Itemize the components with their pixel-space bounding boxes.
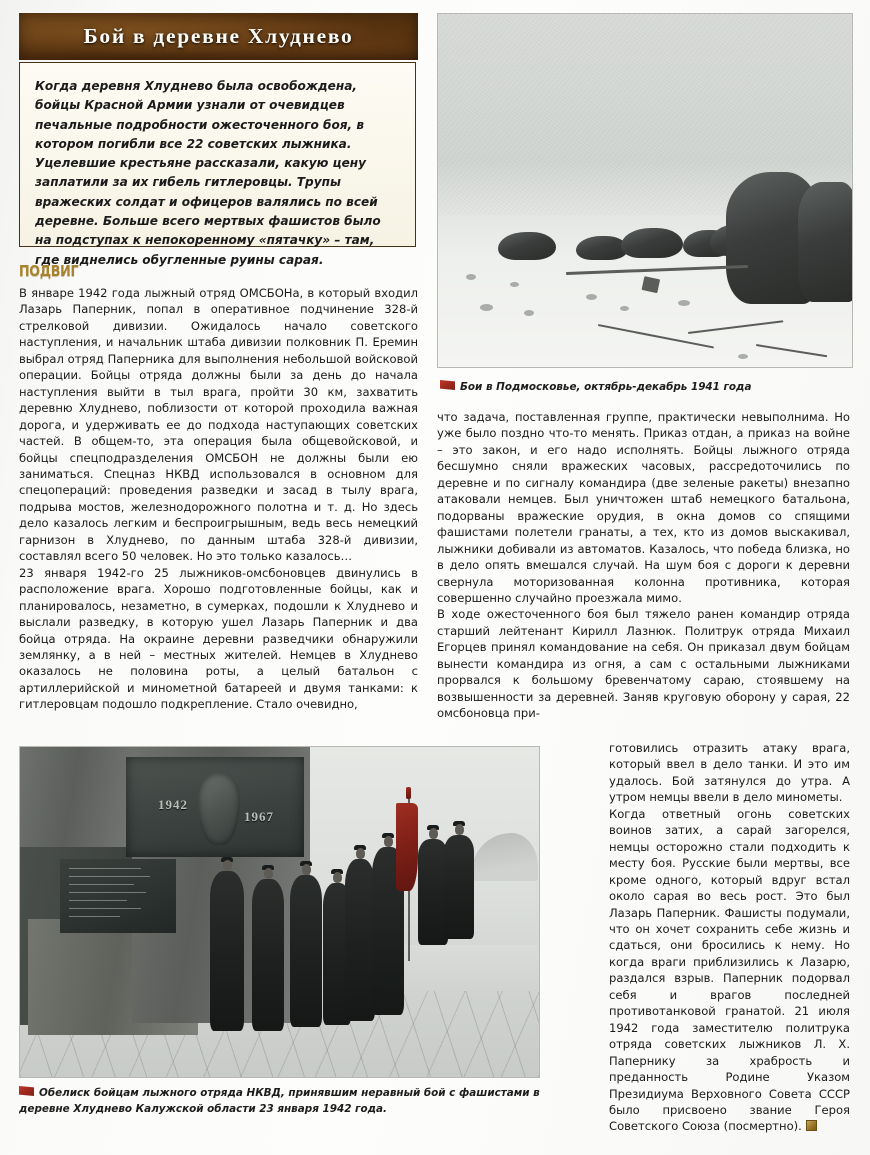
soldier-figure [498, 232, 556, 260]
paragraph-narrow-2-text: Когда ответный огонь советских воинов затих, а сарай загорелся, немцы осторожно стали подходить к месту боя. Русские были мертвы, все кроме одного, который вдруг встал около сарая во весь рост. Это был Лазарь Паперник. Фашисты подумали, что он хочет сохранить себе жизнь и сдаться, они бросились к нему. Но когда враги приблизились к Лазарю, раздался взрыв. Паперник подорвал себя и врагов последней противотанковой гранатой. 21 июля 1942 года заместителю политрука отряда советских лыжников Л. Х. Папернику за храбрость и преданность Родине Указом Президиума Верховного Совета СССР было присвоено звание Героя Советского Союза (посмертно). [609, 806, 850, 1134]
caption-bottom-photo [19, 1086, 544, 1117]
footprint [738, 354, 748, 359]
footprint [586, 294, 597, 300]
ceremony-attendee [290, 875, 322, 1027]
footprint [620, 306, 629, 311]
paragraph-narrow-2 [609, 806, 850, 1135]
memorial-plaque [60, 859, 176, 933]
ceremony-attendee [210, 871, 244, 1031]
soldier-figure [621, 228, 683, 258]
body-column-right [437, 409, 850, 739]
head-shape [356, 848, 365, 859]
footprint [510, 282, 519, 287]
paragraph-right-2: В ходе ожесточенного боя был тяжело ранен командир отряда старший лейтенант Кирилл Лазнюк. Политрук отряда Михаил Егорцев принял командование на себя. Он приказал двум бойцам вынести командира из огня, а сам с остальными лыжниками прорвался к большому бревенчатому сараю, стоявшему на возвышенности за деревней. Заняв круговую оборону у сарая, 22 омсбоновца при- [437, 607, 850, 721]
lead-paragraph-box [19, 62, 416, 267]
plaque-text-line [69, 876, 150, 877]
monument-year-from: 1942 [158, 797, 188, 812]
obelisk-inscription-slab [126, 757, 304, 857]
footprint [466, 274, 476, 280]
lead-paragraph: Когда деревня Хлуднево была освобождена, бойцы Красной Армии узнали от очевидцев печальные подробности ожесточенного боя, в котором погибли все 22 советских лыжника. Уцелевшие крестьяне рассказали, какую цену заплатили за их гибель гитлеровцы. Трупы вражеских солдат и офицеров валялись по всей деревне. Больше всего мертвых фашистов было на подступах к непокоренному «пятачку» – там, где виднелись обугленные руины сарая. [35, 79, 381, 267]
ceremony-attendee [345, 859, 375, 1021]
footprint [678, 300, 690, 306]
soldier-figure [798, 182, 853, 302]
plaque-text-line [69, 868, 141, 869]
monument-year-to: 1967 [244, 809, 274, 824]
head-shape [333, 872, 342, 883]
paragraph-right-1: что задача, поставленная группе, практически невыполнима. Но уже было поздно что-то менять. Приказ отдан, а приказ на войне – это закон, и его надо исполнять. Бойцы лыжного отряда бесшумно сняли вражеских часовых, рассредоточились по деревне и по сигналу командира (две зеленые ракеты) внезапно атаковали немцев. Был уничтожен штаб немецкого батальона, подорваны вражеские орудия, в окна домов со спящими фашистами полетели гранаты, а тех, кто из домов выскакивал, лыжники добивали из автоматов. Казалось, что победа близка, но в дело опять вмешался случай. На шум боя с дороги к деревни свернула моторизованная колонна противника, которая совершенно случайно проезжала мимо. [437, 410, 850, 605]
footprint [480, 304, 493, 311]
head-shape [302, 864, 311, 875]
ceremony-attendee [252, 879, 284, 1031]
red-flag-icon [19, 1086, 34, 1096]
head-shape [384, 836, 393, 847]
paragraph-left-1: В январе 1942 года лыжный отряд ОМСБОНа, в который входил Лазарь Паперник, попал в оперативное подчинение 328-й стрелковой дивизии. Ожидалось начало советского наступления, и начальник штаба дивизии полковник П. Еремин выбрал отряд Паперника для выполнения небольшой войсковой операции. Бойцы отряда должны были за день до начала наступления выйти в тыл врага, пройти 30 км, захватить деревню Хлуднево, поблизости от которой проходила важная дорога, и удерживать ее до подхода наступающих советских частей. В общем-то, эта операция была общевойсковой, и бойцы спецподразделения ОМСБОН не должны были ею заниматься. Спецназ НКВД использовался в основном для спецопераций: проведения разведки и засад в тылу врага, подрыва мостов, железнодорожного полотна и т. д. Но здесь дело казалось легким и беспроигрышным, ведь весь немецкий гарнизон в Хлуднево, по данным штаба 328-й дивизии, составлял всего 50 человек. Но это только казалось… [19, 286, 418, 564]
paragraph-narrow-1: готовились отразить атаку врага, который ввел в дело танки. И это им удалось. Бой затянулся до утра. А утром немцы ввели в дело минометы. [609, 741, 850, 805]
ski-pole [642, 276, 661, 293]
head-shape [455, 824, 464, 835]
plaque-text-line [69, 892, 146, 893]
head-shape [223, 860, 232, 871]
page-title: Бой в деревне Хлуднево [83, 24, 354, 48]
soldier-figure [576, 236, 628, 260]
head-shape [429, 828, 438, 839]
plaque-text-line [69, 916, 120, 917]
paragraph-left-2: 23 января 1942-го 25 лыжников-омсбоновцев двинулись в расположение врага. Хорошо подготовленные бойцы, как и планировалось, незаметно, в сумерках, подошли к Хлуднево и выслали разведку, в которую ушел Лазарь Паперник и два бойца отряда. На окраине деревни разведчики обнаружили землянку, а в ней – местных жителей. Немцев в Хлуднево оказалось не половина роты, а целый батальон с артиллерийской и минометной батареей и двумя танками: к гитлеровцам подошло подкрепление. Стало очевидно, [19, 565, 418, 712]
photo-obelisk-ceremony [19, 746, 540, 1078]
banner-finial [406, 787, 411, 799]
article-title-bar [19, 13, 418, 60]
caption-bottom-text: Обелиск бойцам лыжного отряда НКВД, принявшим неравный бой с фашистами в деревне Хлуднево Калужской области 23 января 1942 года. [19, 1087, 540, 1115]
caption-top-text: Бои в Подмосковье, октябрь-декабрь 1941 года [460, 381, 752, 393]
order-emblem [198, 773, 240, 845]
body-column-narrow [609, 740, 850, 1134]
red-banner [396, 803, 418, 891]
end-mark-icon [806, 1120, 817, 1131]
plaque-text-line [69, 884, 134, 885]
head-shape [264, 868, 273, 879]
red-flag-icon [440, 380, 455, 390]
photo-moscow-battle [437, 13, 853, 368]
section-heading: ПОДВИГ [19, 262, 79, 280]
plaque-text-line [69, 908, 141, 909]
caption-top-photo [440, 380, 840, 396]
plaque-text-line [69, 900, 127, 901]
body-column-left [19, 285, 418, 740]
ceremony-attendee [444, 835, 474, 939]
footprint [524, 310, 534, 316]
